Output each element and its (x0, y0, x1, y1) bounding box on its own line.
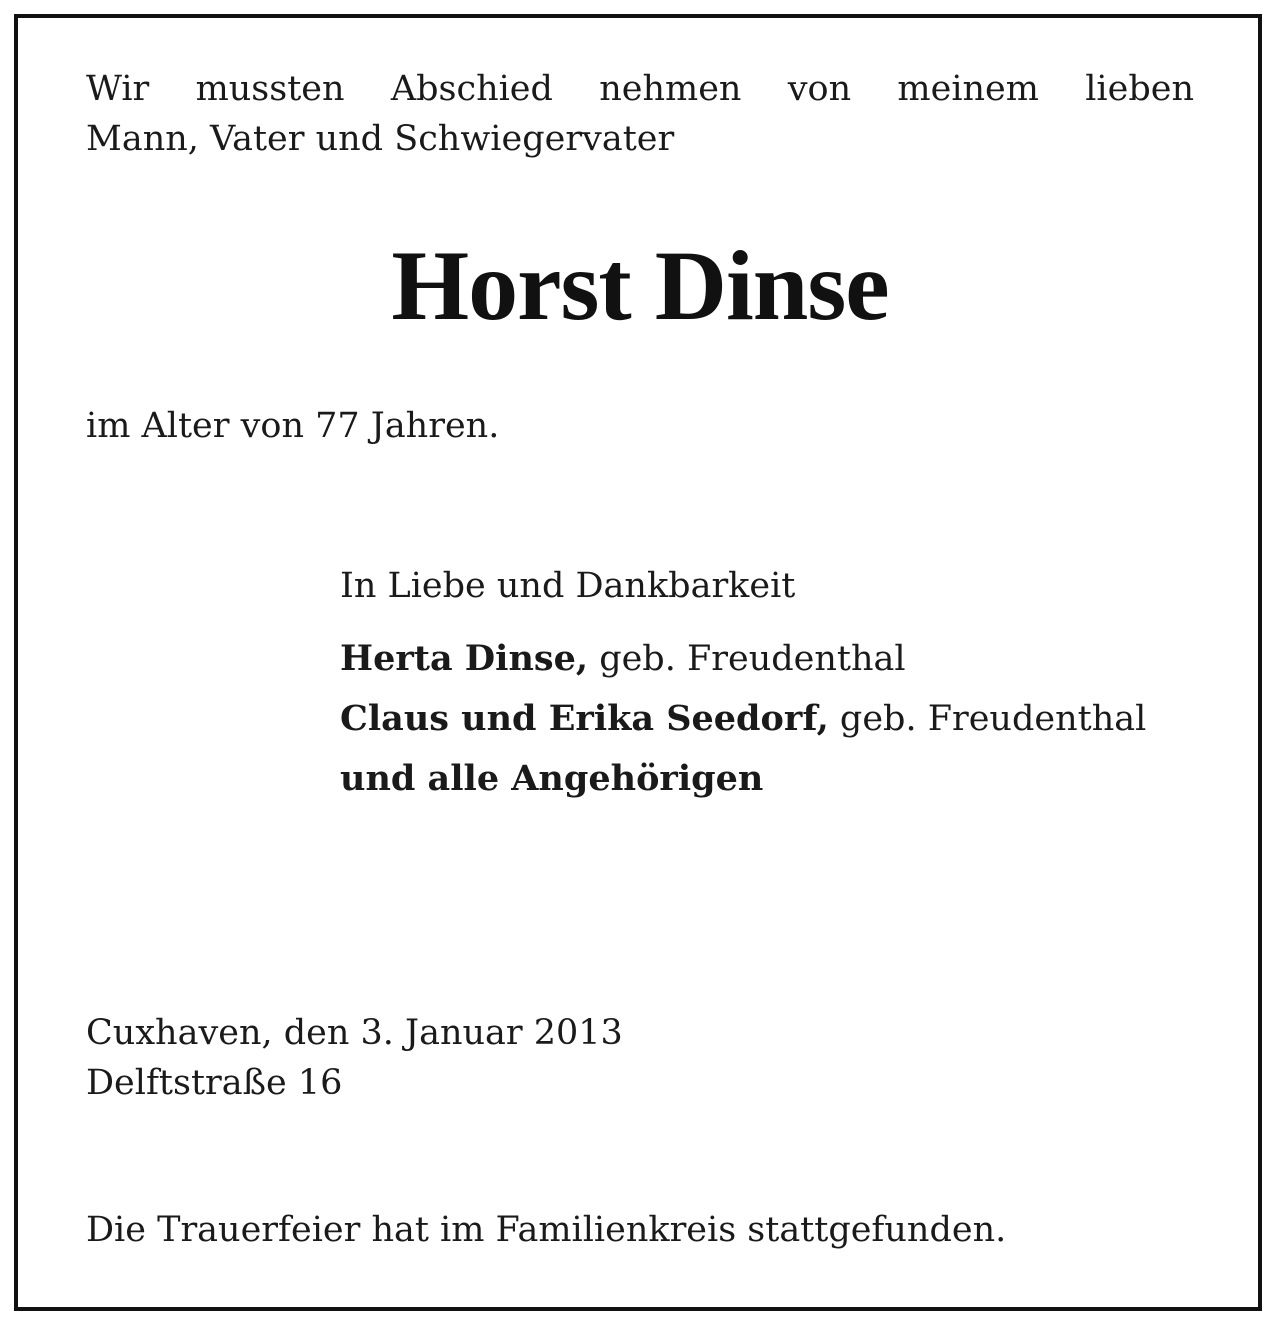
mourner-name-3: und alle Angehörigen (340, 758, 764, 799)
street-address: Delftstraße 16 (86, 1063, 343, 1103)
deceased-name: Horst Dinse (391, 230, 889, 341)
mourner-note-1: geb. Freudenthal (588, 639, 906, 679)
mourner-name-1: Herta Dinse, (340, 638, 589, 679)
mourner-name-2: Claus und Erika Seedorf, (340, 698, 829, 739)
age-text: im Alter von 77 Jahren. (86, 406, 500, 446)
intro-line-1: Wir mussten Abschied nehmen von meinem lieben (86, 69, 1194, 109)
mourner-note-2: geb. Freudenthal (828, 699, 1147, 739)
place-date: Cuxhaven, den 3. Januar 2013 (86, 1013, 623, 1053)
closing-phrase: In Liebe und Dankbarkeit (340, 566, 796, 606)
funeral-note: Die Trauerfeier hat im Familienkreis stattgefunden. (86, 1210, 1007, 1250)
mourner-line-3 (340, 754, 763, 804)
intro-line-2: Mann, Vater und Schwiegervater (86, 119, 675, 159)
mourner-line-1 (340, 634, 906, 684)
mourner-line-2 (340, 694, 1146, 744)
